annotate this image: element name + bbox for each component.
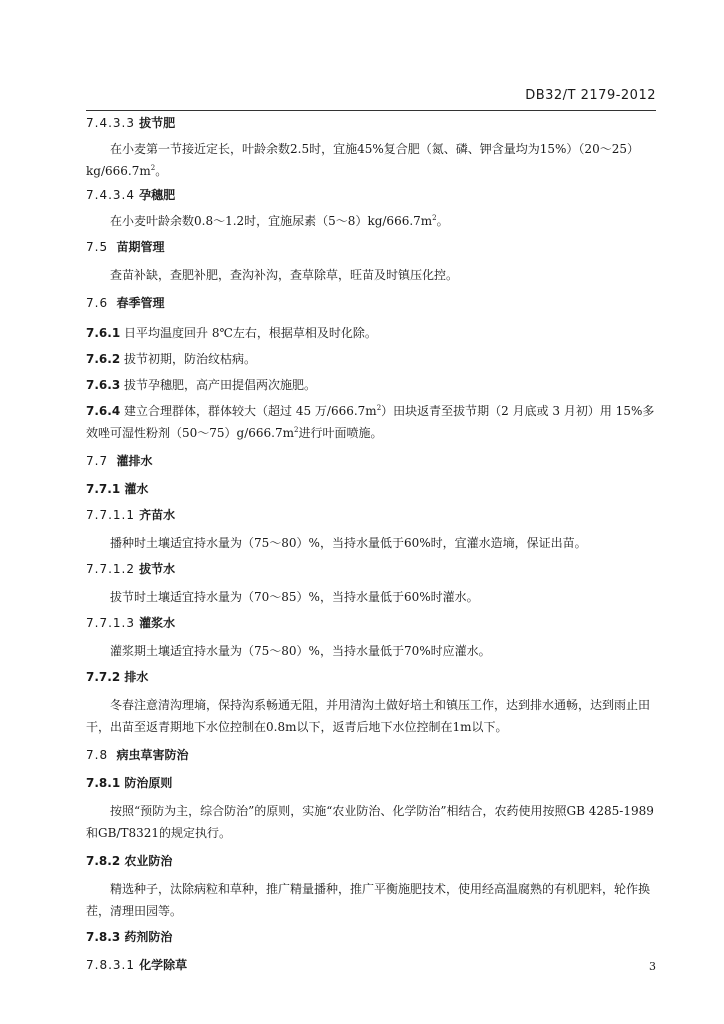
paragraph-7-8-2 xyxy=(86,878,656,922)
item-text: 进行叶面喷施。 xyxy=(298,426,383,440)
paragraph-7-4-3-4 xyxy=(86,210,656,232)
superscript: 2 xyxy=(376,404,382,412)
standard-code: DB32/T 2179-2012 xyxy=(525,88,656,103)
section-title: 灌浆水 xyxy=(139,616,176,630)
item-7-6-1 xyxy=(86,322,656,344)
heading-7-4-3-4 xyxy=(86,188,656,202)
section-number: 7.8.2 xyxy=(86,854,121,868)
paragraph-line xyxy=(86,138,656,160)
section-number: 7.8.3.1 xyxy=(86,958,135,972)
paragraph-line xyxy=(86,422,656,444)
item-7-6-3 xyxy=(86,374,656,396)
section-title: 拔节肥 xyxy=(139,116,176,130)
section-number: 7.6.3 xyxy=(86,378,121,392)
paragraph-7-7-1-3 xyxy=(86,640,656,662)
section-title: 农业防治 xyxy=(124,854,173,868)
page-number: 3 xyxy=(649,960,656,973)
section-title: 排水 xyxy=(124,670,149,684)
section-number: 7.8 xyxy=(86,748,109,762)
paragraph-text: 拔节时土壤适宜持水量为（70～85）%，当持水量低于60%时灌水。 xyxy=(110,590,479,604)
section-title: 化学除草 xyxy=(139,958,188,972)
paragraph-text: 精选种子，汰除病粒和草种，推广精量播种，推广平衡施肥技术，使用经高温腐熟的有机肥料，轮作换茬，清理田园等。 xyxy=(86,882,651,918)
heading-7-7-2 xyxy=(86,670,656,684)
superscript: 2 xyxy=(294,426,299,434)
section-number: 7.8.1 xyxy=(86,776,121,790)
text-span: 。 xyxy=(155,164,168,178)
heading-7-5 xyxy=(86,240,656,254)
heading-7-4-3-3 xyxy=(86,116,656,130)
section-number: 7.7.1.2 xyxy=(86,562,135,576)
section-number: 7.6.2 xyxy=(86,352,121,366)
paragraph-7-5 xyxy=(86,264,656,286)
section-number: 7.6.4 xyxy=(86,404,121,418)
section-title: 苗期管理 xyxy=(116,240,165,254)
item-text: 效唑可湿性粉剂（50～75）g/666.7m xyxy=(86,426,294,440)
paragraph-text: 冬春注意清沟理墒，保持沟系畅通无阻，并用清沟土做好培土和镇压工作，达到排水通畅，达到雨止田干，出苗至返青期地下水位控制在0.8m以下，返青后地下水位控制在1m以下。 xyxy=(86,698,651,734)
section-number: 7.4.3.3 xyxy=(86,116,135,130)
heading-7-8-1 xyxy=(86,776,656,790)
heading-7-7-1 xyxy=(86,482,656,496)
heading-7-7-1-3 xyxy=(86,616,656,630)
heading-7-8-3 xyxy=(86,930,656,944)
item-text: 拔节初期，防治纹枯病。 xyxy=(124,352,257,366)
paragraph-text: 查苗补缺，查肥补肥，查沟补沟，查草除草，旺苗及时镇压化控。 xyxy=(110,268,459,282)
section-number: 7.6 xyxy=(86,296,109,310)
paragraph-text: 灌浆期土壤适宜持水量为（75～80）%，当持水量低于70%时应灌水。 xyxy=(110,644,491,658)
superscript: 2 xyxy=(150,164,156,172)
item-text: 拔节孕穗肥，高产田提倡两次施肥。 xyxy=(124,378,317,392)
paragraph-7-7-1-1 xyxy=(86,532,656,554)
section-number: 7.6.1 xyxy=(86,326,121,340)
section-number: 7.7.2 xyxy=(86,670,121,684)
item-7-6-4 xyxy=(86,400,656,444)
heading-7-8-2 xyxy=(86,854,656,868)
paragraph-line xyxy=(86,210,656,232)
paragraph-7-8-1 xyxy=(86,800,656,844)
item-text: 建立合理群体，群体较大（超过 45 万/666.7m xyxy=(124,404,377,418)
section-number: 7.8.3 xyxy=(86,930,121,944)
heading-7-7 xyxy=(86,454,656,468)
section-number: 7.5 xyxy=(86,240,109,254)
paragraph-7-7-1-2 xyxy=(86,586,656,608)
text-span: 在小麦第一节接近定长，叶龄余数2.5时，宜施45%复合肥（氮、磷、钾含量均为15%）（20～25） xyxy=(110,142,639,156)
item-7-6-2 xyxy=(86,348,656,370)
heading-7-8-3-1 xyxy=(86,958,656,972)
item-text: 日平均温度回升 8℃左右，根据草相及时化除。 xyxy=(124,326,377,340)
heading-7-7-1-1 xyxy=(86,508,656,522)
section-number: 7.7.1 xyxy=(86,482,121,496)
section-title: 防治原则 xyxy=(124,776,173,790)
paragraph-7-7-2 xyxy=(86,694,656,738)
heading-7-7-1-2 xyxy=(86,562,656,576)
text-span: kg/666.7m xyxy=(86,164,151,178)
text-span: 。 xyxy=(436,214,449,228)
section-number: 7.4.3.4 xyxy=(86,188,135,202)
section-title: 孕穗肥 xyxy=(139,188,176,202)
paragraph-7-4-3-3 xyxy=(86,138,656,182)
superscript: 2 xyxy=(432,214,437,222)
section-title: 拔节水 xyxy=(139,562,176,576)
section-title: 灌水 xyxy=(124,482,149,496)
section-title: 齐苗水 xyxy=(139,508,176,522)
header-rule xyxy=(86,110,656,111)
section-title: 药剂防治 xyxy=(124,930,173,944)
item-text: ）田块返青至拔节期（2 月底或 3 月初）用 15%多 xyxy=(381,404,655,418)
heading-7-6 xyxy=(86,296,656,310)
section-title: 病虫草害防治 xyxy=(116,748,189,762)
paragraph-text: 按照“预防为主，综合防治”的原则，实施“农业防治、化学防治”相结合，农药使用按照GB 4285-1989和GB/T8321的规定执行。 xyxy=(86,804,654,840)
section-number: 7.7.1.1 xyxy=(86,508,135,522)
section-number: 7.7.1.3 xyxy=(86,616,135,630)
paragraph-line xyxy=(86,160,656,182)
paragraph-text: 播种时土壤适宜持水量为（75～80）%，当持水量低于60%时，宜灌水造墒，保证出苗。 xyxy=(110,536,587,550)
text-span: 在小麦叶龄余数0.8～1.2时，宜施尿素（5～8）kg/666.7m xyxy=(110,214,433,228)
section-number: 7.7 xyxy=(86,454,109,468)
section-title: 灌排水 xyxy=(116,454,153,468)
section-title: 春季管理 xyxy=(116,296,165,310)
heading-7-8 xyxy=(86,748,656,762)
